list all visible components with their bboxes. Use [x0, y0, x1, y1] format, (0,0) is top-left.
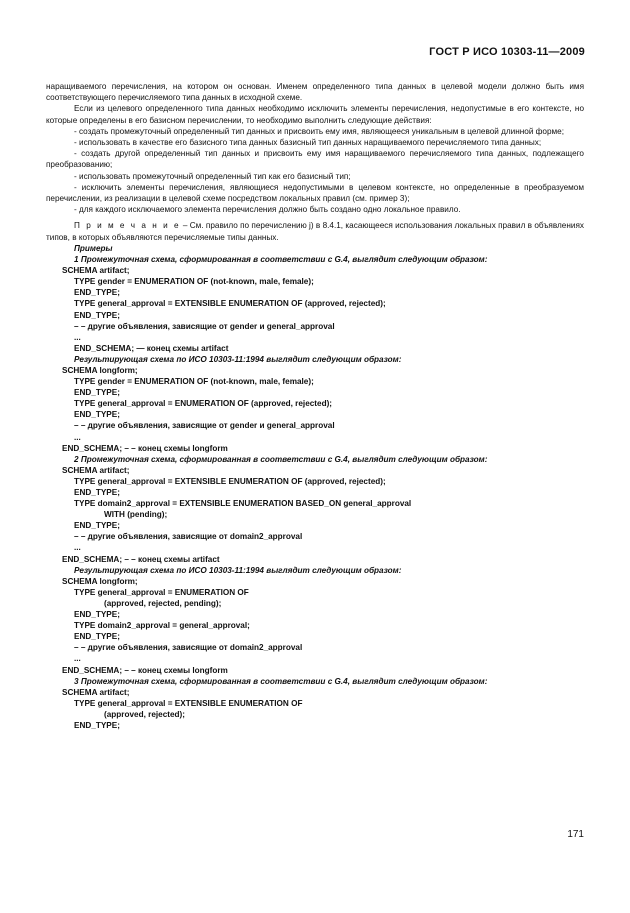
code-line: TYPE domain2_approval = EXTENSIBLE ENUMERATION BASED_ON general_approval: [74, 499, 412, 509]
code-line: (approved, rejected, pending);: [104, 598, 222, 608]
code-line: END_TYPE;: [74, 632, 120, 642]
examples-title: Примеры: [74, 243, 113, 253]
code-line: – – другие объявления, зависящие от gender и general_approval: [74, 421, 335, 431]
example-heading: 1 Промежуточная схема, сформированная в соответствии с G.4, выглядит следующим образом:: [74, 255, 488, 265]
paragraph: Если из целевого определенного типа данных необходимо исключить элементы перечисления, недопустимые в его контексте, но которые определены в его базисном перечислении, то необходимо выполнить следующие действия:: [46, 104, 584, 125]
code-line: TYPE general_approval = EXTENSIBLE ENUMERATION OF (approved, rejected);: [74, 299, 386, 309]
code-example-block: [46, 254, 584, 731]
code-line: SCHEMA artifact;: [62, 687, 130, 697]
code-line: ...: [74, 432, 81, 442]
example-heading: 2 Промежуточная схема, сформированная в соответствии с G.4, выглядит следующим образом:: [74, 454, 488, 464]
page-number: 171: [567, 829, 584, 840]
code-line: – – другие объявления, зависящие от domain2_approval: [74, 532, 303, 542]
code-line: END_TYPE;: [74, 720, 120, 730]
code-line: – – другие объявления, зависящие от gender и general_approval: [74, 321, 335, 331]
code-line: ...: [74, 543, 81, 553]
code-line: TYPE general_approval = ENUMERATION OF (approved, rejected);: [74, 399, 333, 409]
code-line: (approved, rejected);: [104, 709, 185, 719]
standard-header: ГОСТ Р ИСО 10303-11—2009: [429, 46, 585, 58]
example-heading: 3 Промежуточная схема, сформированная в соответствии с G.4, выглядит следующим образом:: [74, 676, 488, 686]
code-line: TYPE gender = ENUMERATION OF (not-known, male, female);: [74, 277, 314, 287]
code-line: SCHEMA artifact;: [62, 465, 130, 475]
code-line: SCHEMA longform;: [62, 576, 138, 586]
example-heading: Результирующая схема по ИСО 10303-11:1994 выглядит следующим образом:: [74, 354, 402, 364]
code-line: TYPE general_approval = EXTENSIBLE ENUMERATION OF: [74, 698, 303, 708]
code-line: TYPE general_approval = ENUMERATION OF: [74, 587, 249, 597]
code-line: END_SCHEMA; — конец схемы artifact: [74, 343, 229, 353]
code-line: TYPE general_approval = EXTENSIBLE ENUMERATION OF (approved, rejected);: [74, 476, 386, 486]
list-item: - использовать промежуточный определенный тип как его базисный тип;: [74, 171, 351, 181]
code-line: END_TYPE;: [74, 610, 120, 620]
list-item: - использовать в качестве его базисного типа данных базисный тип данных наращиваемого перечисляемого типа данных;: [74, 138, 542, 148]
code-line: TYPE gender = ENUMERATION OF (not-known, male, female);: [74, 377, 314, 387]
note-label: П р и м е ч а н и е: [74, 221, 181, 231]
code-line: END_TYPE;: [74, 310, 120, 320]
example-heading: Результирующая схема по ИСО 10303-11:1994 выглядит следующим образом:: [74, 565, 402, 575]
list-item: - создать другой определенный тип данных и присвоить ему имя наращиваемого перечисляемого типа данных, подлежащего преобразованию;: [46, 149, 584, 170]
note: [46, 220, 584, 242]
code-line: END_SCHEMA; – – конец схемы artifact: [62, 554, 220, 564]
code-line: END_TYPE;: [74, 488, 120, 498]
code-line: SCHEMA artifact;: [62, 266, 130, 276]
code-line: – – другие объявления, зависящие от domain2_approval: [74, 643, 303, 653]
code-line: END_TYPE;: [74, 288, 120, 298]
note-text: – См. правило по перечислению j) в 8.4.1, касающееся использования локальных правил в объявлениях типов, в которых объявляются перечисляемые типы данных.: [46, 221, 584, 242]
list-item: - создать промежуточный определенный тип данных и присвоить ему имя, являющееся уникальным в целевой длинной форме;: [74, 126, 564, 136]
code-line: END_SCHEMA; – – конец схемы longform: [62, 443, 228, 453]
list-item: - для каждого исключаемого элемента перечисления должно быть создано одно локальное правило.: [74, 205, 461, 215]
code-line: SCHEMA longform;: [62, 365, 138, 375]
code-line: END_TYPE;: [74, 388, 120, 398]
page-body: [46, 81, 584, 731]
code-line: TYPE domain2_approval = general_approval;: [74, 621, 250, 631]
code-line: ...: [74, 332, 81, 342]
paragraph: наращиваемого перечисления, на котором он основан. Именем определенного типа данных в целевой модели должно быть имя соответствующего перечисляемого типа данных в исходной схеме.: [46, 82, 584, 103]
list-item: - исключить элементы перечисления, являющиеся недопустимыми в целевом контексте, но определенные в преобразуемом перечислении, из реализации в целевой схеме посредством локальных правил (см. пример 3);: [46, 182, 584, 204]
code-line: WITH (pending);: [104, 510, 168, 520]
code-line: ...: [74, 654, 81, 664]
code-line: END_SCHEMA; – – конец схемы longform: [62, 665, 228, 675]
code-line: END_TYPE;: [74, 410, 120, 420]
code-line: END_TYPE;: [74, 521, 120, 531]
